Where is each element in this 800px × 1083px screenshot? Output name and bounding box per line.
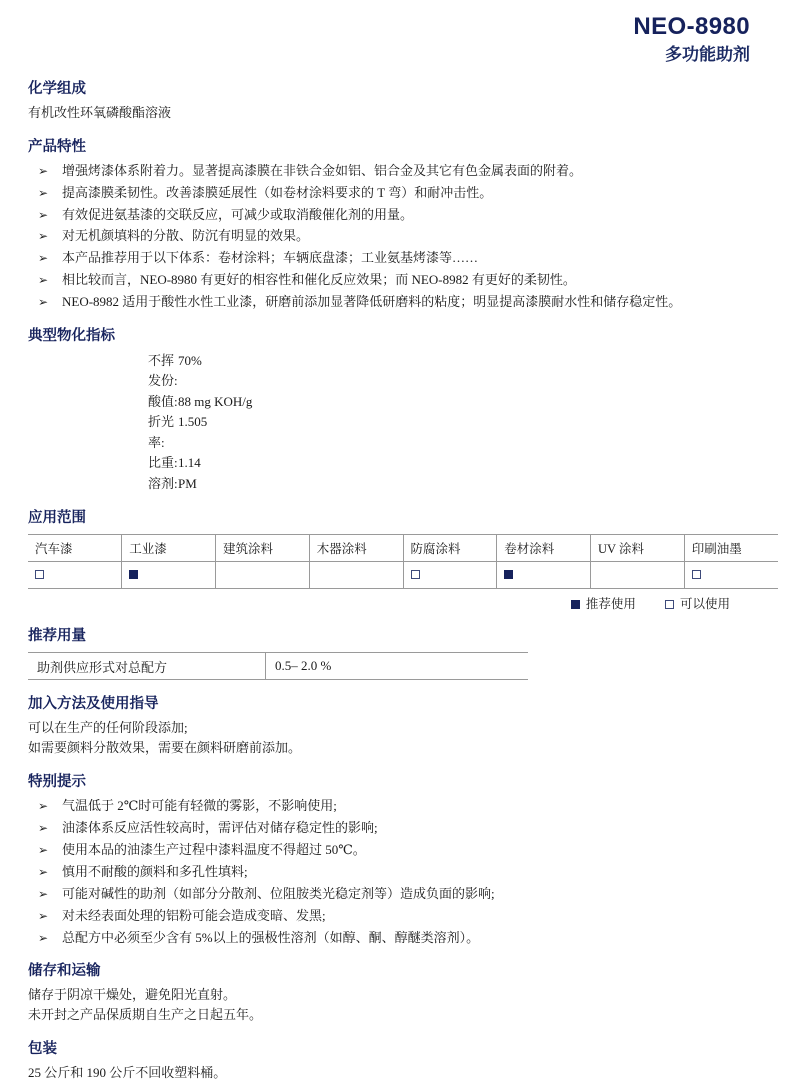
table-cell xyxy=(403,562,497,589)
checkbox-indicator xyxy=(692,570,701,579)
section-product-features xyxy=(28,138,778,312)
list-item-text: 油漆体系反应活性较高时，需评估对储存稳定性的影响; xyxy=(62,819,378,835)
usage-guide-line: 如需要颜料分散效果，需要在颜料研磨前添加。 xyxy=(28,740,302,756)
property-label: 不挥发份: xyxy=(148,352,178,389)
list-item xyxy=(28,293,778,311)
property-value: 1.505 xyxy=(178,414,208,430)
list-item xyxy=(28,249,778,267)
section-heading-product-features: 产品特性 xyxy=(28,138,86,155)
arrow-bullet-icon: ➢ xyxy=(38,886,49,901)
checkbox-indicator xyxy=(571,600,580,609)
table-cell xyxy=(497,562,591,589)
table-column-header: UV 涂料 xyxy=(591,535,685,562)
property-row xyxy=(28,392,778,413)
checkbox-indicator xyxy=(129,570,138,579)
application-range-legend xyxy=(28,594,778,612)
chemical-composition-text: 有机改性环氧磷酸酯溶液 xyxy=(28,104,172,120)
arrow-bullet-icon: ➢ xyxy=(38,842,49,857)
list-item xyxy=(28,863,778,881)
list-item xyxy=(28,162,778,180)
packaging-text: 25 公斤和 190 公斤不回收塑料桶。 xyxy=(28,1065,227,1081)
product-features-list xyxy=(28,162,778,312)
arrow-bullet-icon: ➢ xyxy=(38,273,49,288)
recommended-dosage-table xyxy=(28,652,528,680)
list-item-text: 总配方中必须至少含有 5%以上的强极性溶剂（如醇、酮、醇醚类溶剂）。 xyxy=(62,929,480,945)
table-column-header: 防腐涂料 xyxy=(403,535,497,562)
property-label: 比重: xyxy=(148,455,178,471)
product-code: NEO-8980 xyxy=(633,13,750,40)
table-column-header: 汽车漆 xyxy=(28,535,122,562)
list-item-text: 增强烤漆体系附着力。显著提高漆膜在非铁合金如铝、铝合金及其它有色金属表面的附着。 xyxy=(62,162,583,178)
section-recommended-dosage xyxy=(28,627,778,680)
arrow-bullet-icon: ➢ xyxy=(38,820,49,835)
table-cell xyxy=(591,562,685,589)
table-column-header: 工业漆 xyxy=(122,535,216,562)
list-item xyxy=(28,797,778,815)
list-item-text: 使用本品的油漆生产过程中漆料温度不得超过 50℃。 xyxy=(62,841,366,857)
list-item-text: 有效促进氨基漆的交联反应，可减少或取消酸催化剂的用量。 xyxy=(62,206,414,222)
arrow-bullet-icon: ➢ xyxy=(38,908,49,923)
section-typical-properties xyxy=(28,327,778,495)
list-item xyxy=(28,907,778,925)
list-item xyxy=(28,271,778,289)
arrow-bullet-icon: ➢ xyxy=(38,251,49,266)
section-heading-storage-transport: 储存和运输 xyxy=(28,963,101,980)
list-item-text: 可能对碱性的助剂（如部分分散剂、位阻胺类光稳定剂等）造成负面的影响; xyxy=(62,885,495,901)
arrow-bullet-icon: ➢ xyxy=(38,163,49,178)
storage-transport-line: 储存于阴凉干燥处，避免阳光直射。 xyxy=(28,987,237,1003)
checkbox-indicator xyxy=(665,600,674,609)
list-item-text: 对未经表面处理的铝粉可能会造成变暗、发黑; xyxy=(62,907,326,923)
legend-item-recommended xyxy=(571,594,636,612)
section-special-notes xyxy=(28,773,778,947)
arrow-bullet-icon: ➢ xyxy=(38,930,49,945)
table-cell xyxy=(684,562,778,589)
arrow-bullet-icon: ➢ xyxy=(38,799,49,813)
list-item-text: NEO-8982 适用于酸性水性工业漆，研磨前添加显著降低研磨料的粘度；明显提高漆膜耐水性和储存稳定性。 xyxy=(62,294,682,310)
property-value: 70% xyxy=(178,352,202,368)
list-item xyxy=(28,885,778,903)
list-item xyxy=(28,929,778,947)
legend-label: 推荐使用 xyxy=(585,597,636,612)
document-header xyxy=(28,10,778,66)
application-range-table xyxy=(28,534,778,589)
list-item-text: 本产品推荐用于以下体系：卷材涂料；车辆底盘漆；工业氨基烤漆等…… xyxy=(62,250,479,266)
table-row xyxy=(28,653,528,680)
checkbox-indicator xyxy=(504,570,513,579)
property-value: PM xyxy=(178,475,197,491)
section-storage-transport xyxy=(28,962,778,1025)
section-heading-application-range: 应用范围 xyxy=(28,510,86,527)
property-row xyxy=(28,453,778,474)
section-heading-special-notes: 特别提示 xyxy=(28,774,86,791)
table-cell xyxy=(216,562,310,589)
list-item xyxy=(28,819,778,837)
usage-guide-line: 可以在生产的任何阶段添加; xyxy=(28,719,188,735)
list-item xyxy=(28,841,778,859)
arrow-bullet-icon: ➢ xyxy=(38,864,49,879)
table-cell xyxy=(28,562,122,589)
list-item xyxy=(28,227,778,245)
table-header-row xyxy=(28,535,778,562)
property-value: 1.14 xyxy=(178,455,201,471)
property-row xyxy=(28,474,778,495)
checkbox-indicator xyxy=(411,570,420,579)
list-item-text: 慎用不耐酸的颜料和多孔性填料; xyxy=(62,863,248,879)
legend-label: 可以使用 xyxy=(679,597,730,612)
dosage-value-cell: 0.5– 2.0 % xyxy=(266,653,529,680)
property-label: 酸值: xyxy=(148,393,178,409)
section-usage-guide xyxy=(28,695,778,758)
property-value: 88 mg KOH/g xyxy=(178,393,253,409)
section-heading-typical-properties: 典型物化指标 xyxy=(28,327,115,344)
table-cell xyxy=(309,562,403,589)
arrow-bullet-icon: ➢ xyxy=(38,185,49,200)
property-label: 溶剂: xyxy=(148,475,178,491)
list-item-text: 相比较而言，NEO-8980 有更好的相容性和催化反应效果；而 NEO-8982 有更好的柔韧性。 xyxy=(62,272,576,288)
table-column-header: 印刷油墨 xyxy=(684,535,778,562)
section-heading-chemical-composition: 化学组成 xyxy=(28,80,86,97)
section-heading-recommended-dosage: 推荐用量 xyxy=(28,628,86,645)
special-notes-list xyxy=(28,797,778,947)
table-cell xyxy=(122,562,216,589)
list-item-text: 提高漆膜柔韧性。改善漆膜延展性（如卷材涂料要求的 T 弯）和耐冲击性。 xyxy=(62,184,493,200)
property-label: 折光率: xyxy=(148,414,175,450)
list-item xyxy=(28,206,778,224)
arrow-bullet-icon: ➢ xyxy=(38,295,49,310)
section-heading-packaging: 包装 xyxy=(28,1041,57,1058)
dosage-label-cell: 助剂供应形式对总配方 xyxy=(28,653,266,680)
arrow-bullet-icon: ➢ xyxy=(38,207,49,222)
section-application-range xyxy=(28,509,778,612)
section-heading-usage-guide: 加入方法及使用指导 xyxy=(28,696,159,713)
section-packaging xyxy=(28,1040,778,1083)
table-column-header: 木器涂料 xyxy=(309,535,403,562)
checkbox-indicator xyxy=(35,570,44,579)
product-subtitle: 多功能助剂 xyxy=(665,45,750,65)
table-column-header: 建筑涂料 xyxy=(216,535,310,562)
list-item xyxy=(28,184,778,202)
property-row xyxy=(28,412,778,453)
section-chemical-composition xyxy=(28,80,778,123)
table-column-header: 卷材涂料 xyxy=(497,535,591,562)
typical-properties-list xyxy=(28,351,778,495)
storage-transport-line: 未开封之产品保质期自生产之日起五年。 xyxy=(28,1007,263,1023)
legend-item-usable xyxy=(665,594,730,612)
list-item-text: 气温低于 2℃时可能有轻微的雾影，不影响使用; xyxy=(62,798,337,813)
property-row xyxy=(28,351,778,392)
arrow-bullet-icon: ➢ xyxy=(38,229,49,244)
table-row xyxy=(28,562,778,589)
list-item-text: 对无机颜填料的分散、防沉有明显的效果。 xyxy=(62,228,310,244)
